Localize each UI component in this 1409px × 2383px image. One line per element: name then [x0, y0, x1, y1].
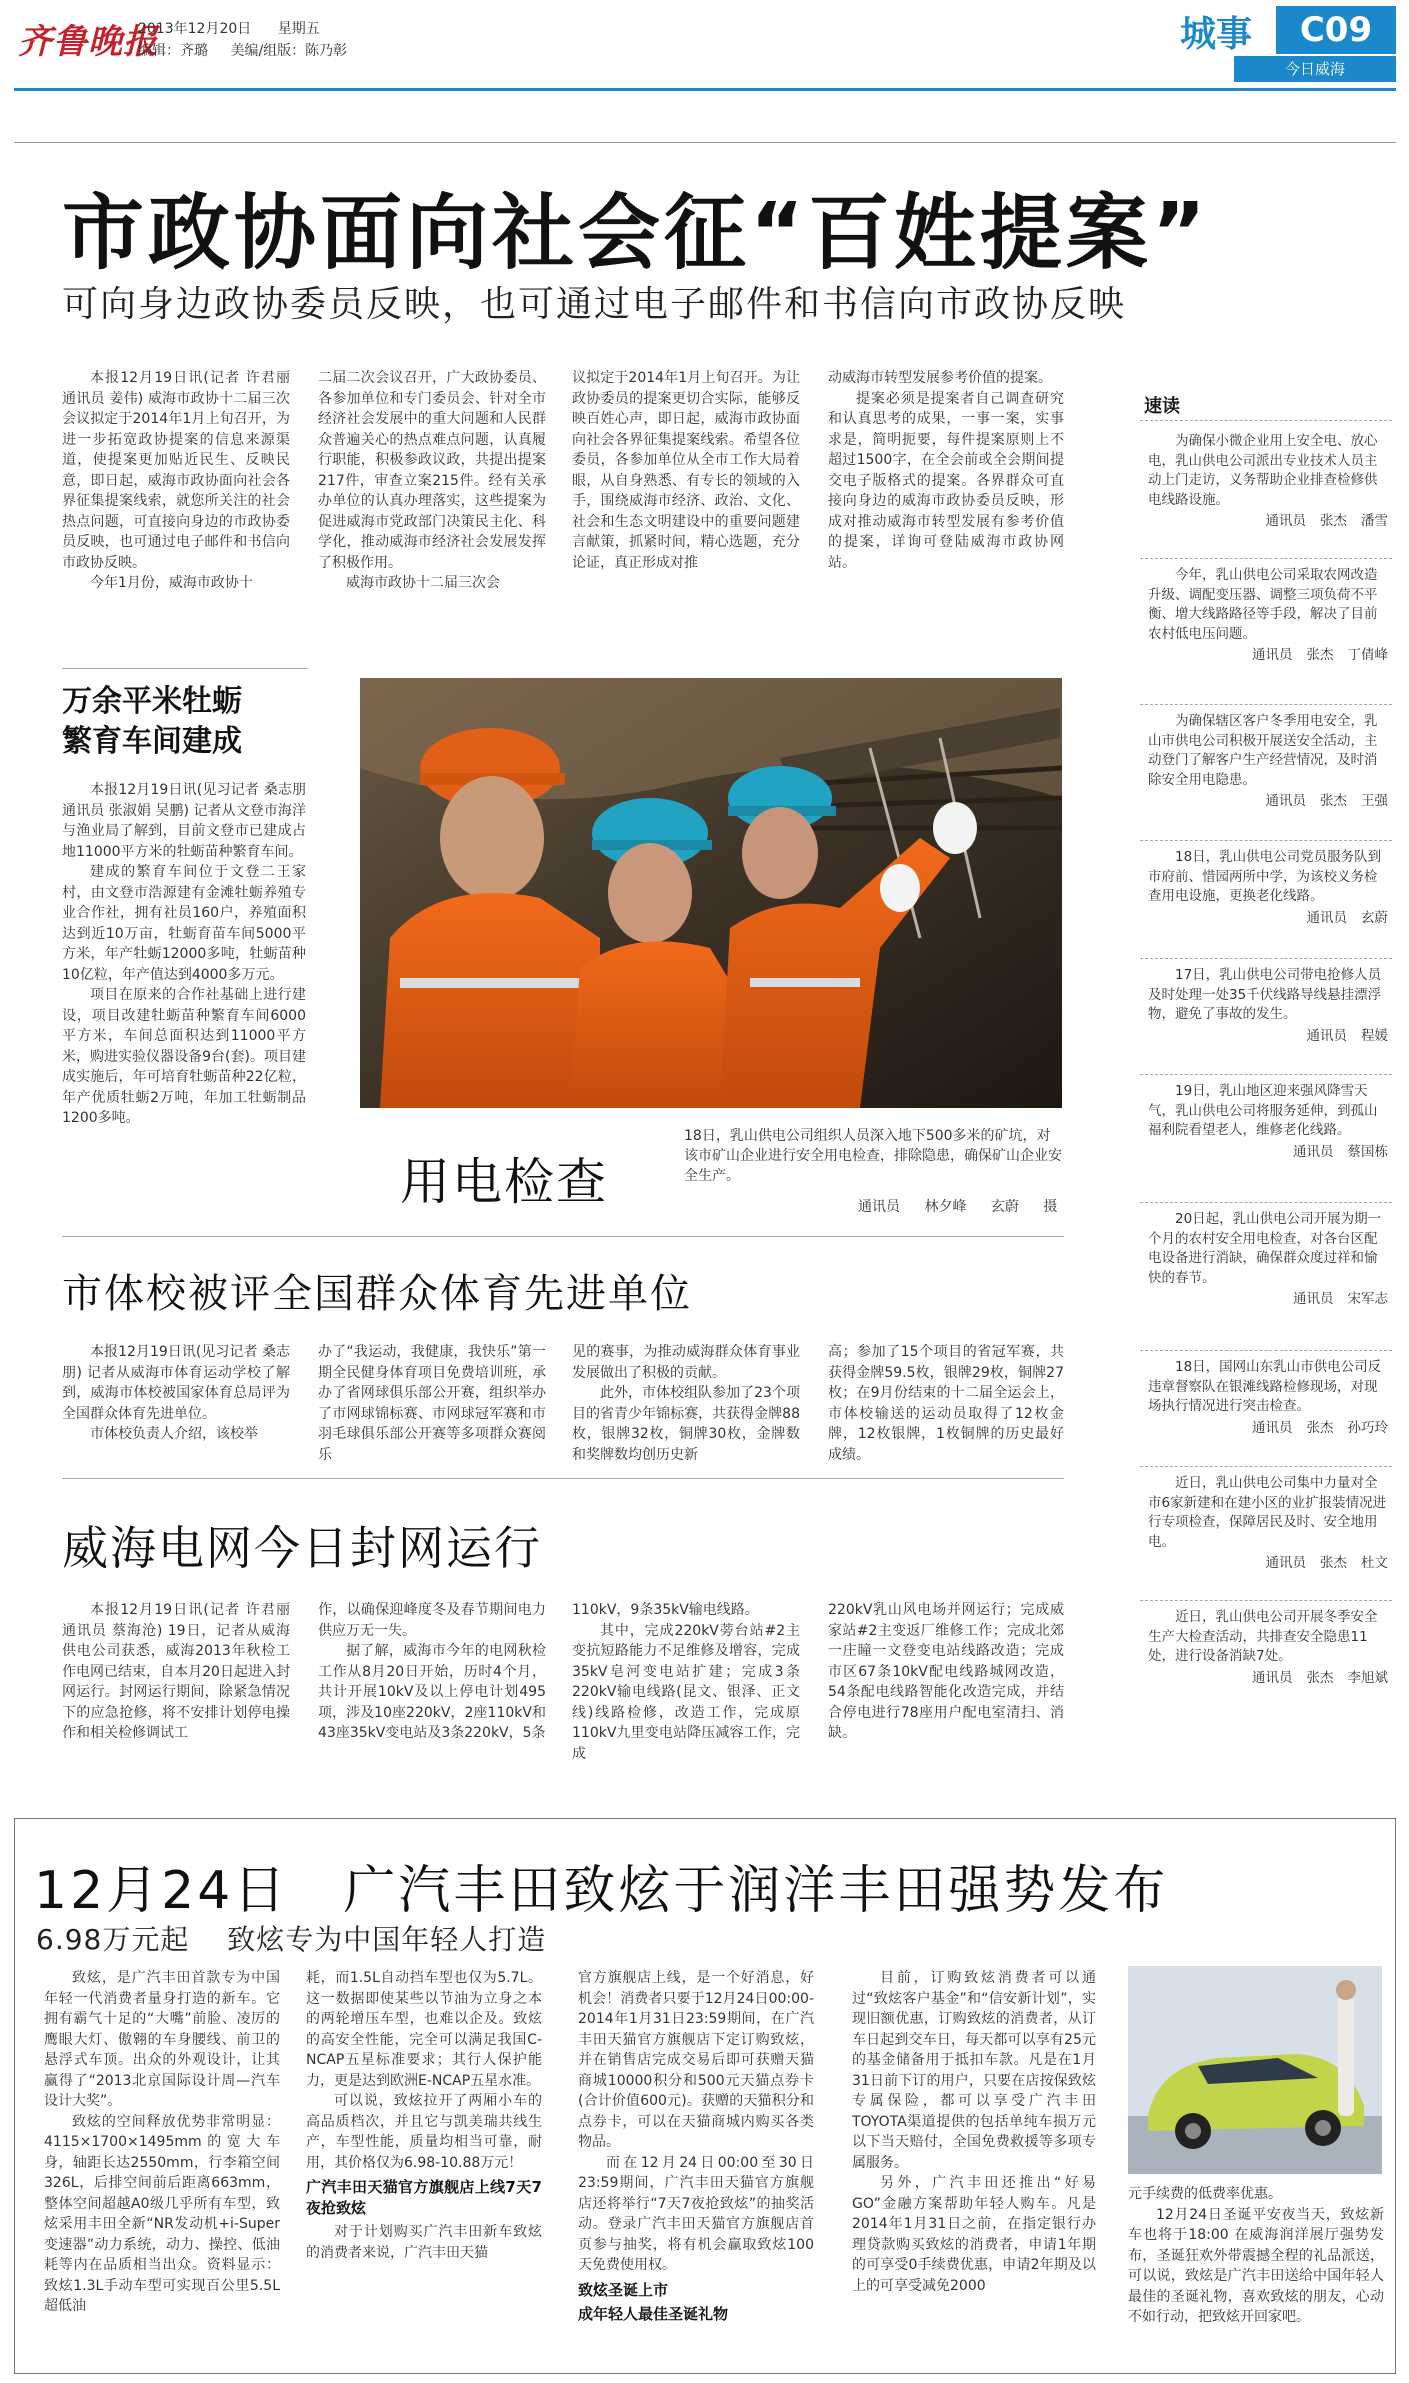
ad-column-5 — [1128, 2184, 1384, 2360]
grid-paragraph: 220kV乳山风电场并网运行；完成威家站#2主变返厂维修工作；完成北郊一庄瞳一文登变电站线路改造；完成市区67条10kV配电线路城网改造，54条配电线路智能化改造完成，并结合停电进行78座用户配电室清扫、消缺。 — [828, 1602, 1064, 1741]
sidebar-credit-part: 通讯员 — [1265, 793, 1306, 809]
sidebar-brief-text: 17日，乳山供电公司带电抢修人员及时处理一处35千伏线路导线悬挂漂浮物，避免了事故的发生。 — [1148, 967, 1382, 1022]
sidebar-brief-credit — [1148, 1027, 1388, 1047]
sidebar-credit-part: 通讯员 — [1252, 647, 1293, 663]
sidebar-divider — [1140, 704, 1392, 705]
ad-paragraph: 可以说，致炫拉开了两厢小车的高品质档次，并且它与凯美瑞共线生产，车型性能，质量均相当可靠，耐用，其价格仅为6.98-10.88万元！ — [306, 2093, 542, 2171]
sports-column-1 — [62, 1342, 290, 1462]
sidebar-credit-part: 张杰 — [1320, 513, 1347, 529]
photo-caption: 18日，乳山供电公司组织人员深入地下500多米的矿坑，对该市矿山企业进行安全用电检查，排除隐患，确保矿山企业安全生产。 — [684, 1128, 1062, 1184]
grid-paragraph: 110kV，9条35kV输电线路。 — [572, 1602, 759, 1618]
sidebar-credit-part: 通讯员 — [1293, 1291, 1334, 1307]
ad-paragraph: 耗，而1.5L自动挡车型也仅为5.7L。这一数据即使某些以节油为立身之本的两轮增压车型，也难以企及。致炫的高安全性能，完全可以满足我国C-NCAP五星标准要求；其行人保护能力，更是达到欧洲E-NCAP五星水准。 — [306, 1970, 542, 2089]
sidebar-credit-part: 丁倩峰 — [1347, 647, 1388, 663]
sidebar-credit-part: 程媛 — [1361, 1027, 1388, 1044]
lead-headline: 市政协面向社会征“百姓提案” — [62, 186, 1210, 281]
lead-paragraph: 威海市政协十二届三次会 — [346, 575, 500, 591]
sidebar-brief-text: 19日，乳山地区迎来强风降雪天气，乳山供电公司将服务延伸，到孤山福利院看望老人，维修老化线路。 — [1148, 1083, 1378, 1138]
lead-paragraph: 本报12月19日讯(记者 许君丽 通讯员 姜伟) 威海市政协十二届三次会议拟定于2014年1月上旬召开，为进一步拓宽政协提案的信息来源渠道，使提案更加贴近民生、反映民意，即日起，威海市政协面向社会各界征集提案线索，就您所关注的社会热点问题，可直接向身边的市政协委员反映，也可通过电子邮件和书信向市政协反映。 — [62, 370, 290, 571]
sidebar-credit-part: 张杰 — [1320, 1555, 1347, 1571]
sidebar-brief-text: 近日，乳山供电公司开展冬季安全生产大检查活动，共排查安全隐患11处，进行设备消缺7处。 — [1148, 1609, 1378, 1664]
grid-column-4 — [828, 1600, 1064, 1788]
sidebar-credit-part: 通讯员 — [1252, 1419, 1293, 1436]
sports-paragraph: 本报12月19日讯(见习记者 桑志朋) 记者从威海市体育运动学校了解到，威海市体校被国家体育总局评为全国群众体育先进单位。 — [62, 1344, 290, 1422]
sidebar-credit-part: 张杰 — [1306, 647, 1334, 663]
sidebar-credit-part: 通讯员 — [1306, 1027, 1347, 1044]
sidebar-divider — [1140, 1074, 1392, 1075]
sidebar-brief — [1148, 566, 1388, 666]
sports-column-3 — [572, 1342, 800, 1462]
sports-headline: 市体校被评全国群众体育先进单位 — [62, 1271, 692, 1317]
sports-paragraph: 办了“我运动，我健康，我快乐”第一期全民健身体育项目免费培训班，承办了省网球俱乐部公开赛，组织举办了市网球锦标赛、市网球冠军赛和市羽毛球俱乐部公开赛等多项群众赛阅乐 — [318, 1344, 546, 1462]
sports-divider — [62, 1236, 1064, 1237]
issue-date: 2013年12月20日 — [138, 21, 252, 37]
sidebar-brief — [1148, 1474, 1388, 1574]
lead-column-2 — [318, 368, 546, 628]
oyster-headline-line-2: 繁育车间建成 — [62, 724, 242, 759]
ad-paragraph: 而在12月24日00:00至30日23:59期间，广汽丰田天猫官方旗舰店还将举行“7天7夜抢致炫”的抽奖活动。登录广汽丰田天猫官方旗舰店首页参与抽奖，将有机会赢取致炫100天免费使用权。 — [578, 2154, 814, 2273]
sidebar-credit-part: 通讯员 — [1265, 513, 1306, 529]
sidebar-credit-part: 王强 — [1361, 793, 1388, 809]
sidebar-brief-credit — [1148, 1554, 1388, 1574]
sidebar-divider — [1140, 1350, 1392, 1351]
sidebar-credit-part: 李旭斌 — [1347, 1669, 1388, 1686]
sidebar-brief-credit — [1148, 1290, 1388, 1310]
photo-credit-name: 林夕峰 — [924, 1199, 967, 1215]
photo-title: 用电检查 — [400, 1153, 608, 1211]
sports-paragraph: 见的赛事，为推动威海群众体育事业发展做出了积极的贡献。 — [572, 1344, 800, 1381]
photo-credit-name: 玄蔚 — [990, 1199, 1019, 1215]
sidebar-brief — [1148, 1210, 1388, 1310]
grid-column-1 — [62, 1600, 290, 1788]
lead-column-1 — [62, 368, 290, 628]
sidebar-divider — [1140, 1202, 1392, 1203]
lead-subheadline: 可向身边政协委员反映，也可通过电子邮件和书信向市政协反映 — [62, 284, 1127, 325]
oyster-headline-line-1: 万余平米牡蛎 — [62, 684, 242, 719]
ad-column-2 — [306, 1968, 542, 2358]
oyster-body — [62, 780, 306, 1264]
ad-subheading: 广汽丰田天猫官方旗舰店上线7天7夜抢致炫 — [306, 2178, 542, 2217]
sidebar-divider — [1140, 1600, 1392, 1601]
car-illustration — [1128, 1966, 1382, 2174]
header-rule — [14, 88, 1396, 91]
grid-paragraph: 作，以确保迎峰度冬及春节期间电力供应万无一失。 — [318, 1602, 546, 1639]
ad-paragraph: 官方旗舰店上线，是一个好消息，好机会！消费者只要于12月24日00:00-2014年1月31日23:59期间，在广汽丰田天猫官方旗舰店下定订购致炫，并在销售店完成交易后即可获赠天猫商城10000积分和500元天猫点券卡(合计价值600元)。获赠的天猫积分和点券卡，可以在天猫商城内购买各类物品。 — [578, 1970, 814, 2150]
edition-label: 今日威海 — [1234, 56, 1396, 82]
sidebar-rule — [1140, 420, 1392, 421]
sidebar-divider — [1140, 1466, 1392, 1467]
ad-paragraph: 元手续费的低费率优惠。 — [1128, 2186, 1282, 2202]
grid-headline: 威海电网今日封网运行 — [62, 1521, 542, 1575]
car-launch-photo — [1128, 1966, 1382, 2174]
grid-paragraph: 本报12月19日讯(记者 许君丽 通讯员 蔡海沧) 19日，记者从威海供电公司获悉，威海2013年秋检工作电网已结束，自本月20日起进入封网运行。封网运行期间，除紧急情况下的应急抢修，将不安排计划停电操作和相关检修调试工 — [62, 1602, 290, 1741]
advertorial-price: 6.98万元起 — [36, 1923, 190, 1956]
sidebar-brief — [1148, 432, 1388, 532]
sidebar-credit-part: 通讯员 — [1252, 1669, 1293, 1686]
sidebar-brief-text: 为确保辖区客户冬季用电安全，乳山市供电公司积极开展送安全活动，主动登门了解客户生产经营情况，及时消除安全用电隐患。 — [1148, 713, 1378, 788]
sidebar-brief — [1148, 1358, 1388, 1438]
editor-name: 编辑：齐璐 — [138, 43, 208, 59]
sidebar-credit-part: 通讯员 — [1265, 1555, 1306, 1571]
sidebar-brief-text: 今年，乳山供电公司采取农网改造升级、调配变压器、调整三项负荷不平衡、增大线路路径等手段，解决了目前农村低电压问题。 — [1148, 567, 1378, 642]
lead-paragraph: 议拟定于2014年1月上旬召开。为让政协委员的提案更切合实际，能够反映百姓心声，即日起，威海市政协面向社会各界征集提案线索。希望各位委员，各参加单位从全市工作大局着眼，从自身熟悉、有专长的领域的入手，围绕威海市经济、政治、文化、社会和生态文明建设中的重要问题建言献策，抓紧时间，精心选题，充分论证，真正形成对推 — [572, 370, 800, 571]
ad-subheading: 成年轻人最佳圣诞礼物 — [578, 2305, 729, 2323]
sidebar-brief-credit — [1148, 1143, 1388, 1163]
sidebar-credit-part: 张杰 — [1306, 1419, 1334, 1436]
sidebar-credit-part: 潘雪 — [1361, 513, 1388, 529]
sidebar-divider — [1140, 958, 1392, 959]
sidebar-credit-part: 玄蔚 — [1361, 909, 1388, 926]
sidebar-brief-text: 18日，国网山东乳山市供电公司反违章督察队在银滩线路检修现场，对现场执行情况进行突击检查。 — [1148, 1359, 1382, 1414]
sports-paragraph: 此外，市体校组队参加了23个项目的省青少年锦标赛，共获得金牌88枚，银牌32枚，铜牌30枚，金牌数和奖牌数均创历史新 — [572, 1385, 800, 1462]
photo-credit-role: 通讯员 — [858, 1199, 900, 1215]
sidebar-brief-credit — [1148, 1419, 1388, 1439]
ad-paragraph: 致炫的空间释放优势非常明显：4115×1700×1495mm的宽大车身，轴距长达2550mm，行李箱空间326L，后排空间前后距离663mm，整体空间超越A0级几乎所有车型，致炫采用丰田全新“NR发动机+i-Super变速器”动力系统，动力、操控、低油耗等内在品质相当出众。资料显示：致炫1.3L手动车型可实现百公里5.5L超低油 — [44, 2113, 280, 2314]
sidebar-credit-part: 张杰 — [1320, 793, 1347, 809]
photo-credit — [858, 1196, 1077, 1216]
mine-inspection-illustration — [360, 678, 1062, 1108]
newspaper-logo: 齐鲁晚报 — [18, 22, 158, 62]
sidebar-brief-credit — [1148, 1669, 1388, 1689]
ad-paragraph: 对于计划购买广汽丰田新车致炫的消费者来说，广汽丰田天猫 — [306, 2224, 542, 2261]
sidebar-brief-text: 18日，乳山供电公司党员服务队到市府前、惜园两所中学，为该校义务检查用电设施，更换老化线路。 — [1148, 849, 1382, 904]
sidebar-brief-text: 近日，乳山供电公司集中力量对全市6家新建和在建小区的业扩报装情况进行专项检查，保障居民及时、安全地用电。 — [1148, 1475, 1387, 1550]
sidebar-brief-credit — [1148, 646, 1388, 666]
ad-paragraph: 致炫，是广汽丰田首款专为中国年轻一代消费者量身打造的新车。它拥有霸气十足的“大嘴”前脸、凌厉的鹰眼大灯、傲翱的车身腰线、前卫的悬浮式车顶。出众的外观设计，让其赢得了“2013北京国际设计周—汽车设计大奖”。 — [44, 1970, 280, 2109]
sidebar-divider — [1140, 558, 1392, 559]
oyster-paragraph: 项目在原来的合作社基础上进行建设，项目改建牡蛎苗种繁育车间6000平方米，车间总面积达到11000平方米，购进实验仪器设备9台(套)。项目建成实施后，年可培育牡蛎苗种22亿粒，年产优质牡蛎2万吨，年加工牡蛎制品1200多吨。 — [62, 987, 306, 1126]
header-thin-rule — [14, 142, 1396, 143]
designer-name: 美编/组版：陈乃彰 — [230, 43, 348, 59]
oyster-divider — [62, 668, 308, 669]
advertorial-subheadline — [36, 1918, 574, 1958]
oyster-paragraph: 本报12月19日讯(见习记者 桑志朋 通讯员 张淑娟 吴鹏) 记者从文登市海洋与渔业局了解到，目前文登市已建成占地11000平方米的牡蛎苗种繁育车间。 — [62, 782, 306, 860]
lead-column-4 — [828, 368, 1064, 628]
grid-column-2 — [318, 1600, 546, 1788]
ad-paragraph: 另外，广汽丰田还推出“好易GO”金融方案帮助年轻人购车。凡是2014年1月31日之前，在指定银行办理贷款购买致炫的消费者，申请1年期的可享受0手续费优惠，申请2年期及以上的可享受减免2000 — [852, 2175, 1096, 2294]
sidebar-brief-text: 为确保小微企业用上安全电、放心电，乳山供电公司派出专业技术人员主动上门走访，义务帮助企业排查检修供电线路设施。 — [1148, 433, 1378, 508]
grid-column-3 — [572, 1600, 800, 1788]
lead-paragraph: 今年1月份，威海市政协十 — [90, 575, 253, 591]
lead-paragraph: 二届二次会议召开，广大政协委员、各参加单位和专门委员会、针对全市经济社会发展中的重大问题和人民群众普遍关心的热点难点问题，认真履行职能，积极参政议政，共提出提案217件，审查立案215件。经有关承办单位的认真办理落实，这些提案为促进威海市党政部门决策民主化、科学化，推动威海市经济社会发展发挥了积极作用。 — [318, 370, 546, 571]
sidebar-credit-part: 张杰 — [1306, 1669, 1334, 1686]
oyster-headline — [62, 682, 242, 762]
photo-credit-suffix: 摄 — [1043, 1199, 1058, 1215]
grid-paragraph: 据了解，威海市今年的电网秋检工作从8月20日开始，历时4个月，共计开展10kV及以上停电计划495项，涉及10座220kV，2座110kV和43座35kV变电站及3条220kV，5条 — [318, 1643, 546, 1741]
lead-paragraph: 动威海市转型发展参考价值的提案。 — [828, 370, 1052, 386]
grid-divider — [62, 1478, 1064, 1479]
sidebar-brief-credit — [1148, 512, 1388, 532]
sidebar-brief-credit — [1148, 909, 1388, 929]
sports-column-4 — [828, 1342, 1064, 1462]
sports-column-2 — [318, 1342, 546, 1462]
sidebar-title: 速读 — [1144, 396, 1180, 417]
ad-paragraph: 12月24日圣诞平安夜当天，致炫新车也将于18:00 在威海润洋展厅强势发布，圣诞狂欢外带震撼全程的礼品派送，可以说，致炫是广汽丰田送给中国年轻人最佳的圣诞礼物，喜欢致炫的朋友，心动不如行动，把致炫开回家吧。 — [1128, 2206, 1384, 2325]
section-name: 城事 — [1180, 14, 1253, 55]
ad-subheading: 致炫圣诞上市 — [578, 2280, 669, 2299]
sidebar-credit-part: 通讯员 — [1293, 1143, 1334, 1160]
ad-paragraph: 目前，订购致炫消费者可以通过“致炫客户基金”和“信安新计划”，实现旧额优惠，订购致炫的消费者，从订车日起到交车日，每天都可以享有25元的基金储备用于抵扣车款。凡是在1月31日前下订的用户，只要在店按保致炫专属保险，都可以享受广汽丰田TOYOTA渠道提供的包括单纯车损万元以下当天赔付，全国免费救援等多项专属服务。 — [852, 1970, 1096, 2171]
advertorial-headline: 12月24日 广汽丰田致炫于润洋丰田强势发布 — [34, 1861, 1169, 1921]
sidebar-credit-part: 杜文 — [1361, 1555, 1388, 1571]
sidebar-credit-part: 孙巧玲 — [1347, 1419, 1388, 1436]
sidebar-brief — [1148, 1608, 1388, 1688]
sidebar-brief — [1148, 1082, 1388, 1162]
sidebar-credit-part: 通讯员 — [1306, 909, 1347, 926]
sidebar-brief — [1148, 712, 1388, 812]
advertorial-tagline: 致炫专为中国年轻人打造 — [227, 1923, 547, 1956]
page-number: C09 — [1276, 6, 1396, 54]
mine-inspection-photo — [360, 678, 1062, 1108]
lead-column-3 — [572, 368, 800, 628]
sidebar-credit-part: 蔡国栋 — [1347, 1143, 1388, 1160]
oyster-paragraph: 建成的繁育车间位于文登二王家村，由文登市浩源建有金滩牡蛎养殖专业合作社，拥有社员160户，养殖面积达到近10万亩，牡蛎育苗车间5000平方米，年产牡蛎12000多吨，牡蛎苗种10亿粒，年产值达到4000多万元。 — [62, 864, 306, 983]
issue-meta — [138, 18, 342, 38]
sidebar-brief — [1148, 966, 1388, 1046]
sidebar-brief-credit — [1148, 792, 1388, 812]
issue-weekday: 星期五 — [277, 21, 320, 37]
ad-column-1 — [44, 1968, 280, 2358]
sidebar-credit-part: 宋军志 — [1347, 1291, 1388, 1307]
sidebar-brief-text: 20日起，乳山供电公司开展为期一个月的农村安全用电检查，对各台区配电设备进行消缺，确保群众度过祥和愉快的春节。 — [1148, 1211, 1382, 1286]
lead-paragraph: 提案必须是提案者自己调查研究和认真思考的成果，一事一案，实事求是，简明扼要，每件提案原则上不超过1500字，在全会前或全会期间提交电子版格式的提案。各界群众可直接向身边的威海市政协委员反映，形成对推动威海市转型发展有参考价值的提案，详询可登陆威海市政协网站。 — [828, 390, 1064, 571]
sports-paragraph: 高；参加了15个项目的省冠军赛，共获得金牌59.5枚，银牌29枚，铜牌27枚；在9月份结束的十二届全运会上，市体校输送的运动员取得了12枚金牌，12枚银牌，1枚铜牌的历史最好成绩。 — [828, 1344, 1064, 1462]
ad-column-3 — [578, 1968, 814, 2358]
editor-meta — [138, 40, 365, 60]
grid-paragraph: 其中，完成220kV蒡台站#2主变抗短路能力不足维修及增容，完成35kV皂河变电站扩建；完成3条220kV输电线路(昆文、银泽、正文线)线路检修，改造工作，完成原110kV九里变电站降压减容工作，完成 — [572, 1622, 800, 1762]
ad-column-4 — [852, 1968, 1096, 2358]
sidebar-divider — [1140, 840, 1392, 841]
masthead — [0, 0, 1409, 96]
sports-paragraph: 市体校负责人介绍，该校举 — [90, 1426, 258, 1442]
sidebar-brief — [1148, 848, 1388, 928]
